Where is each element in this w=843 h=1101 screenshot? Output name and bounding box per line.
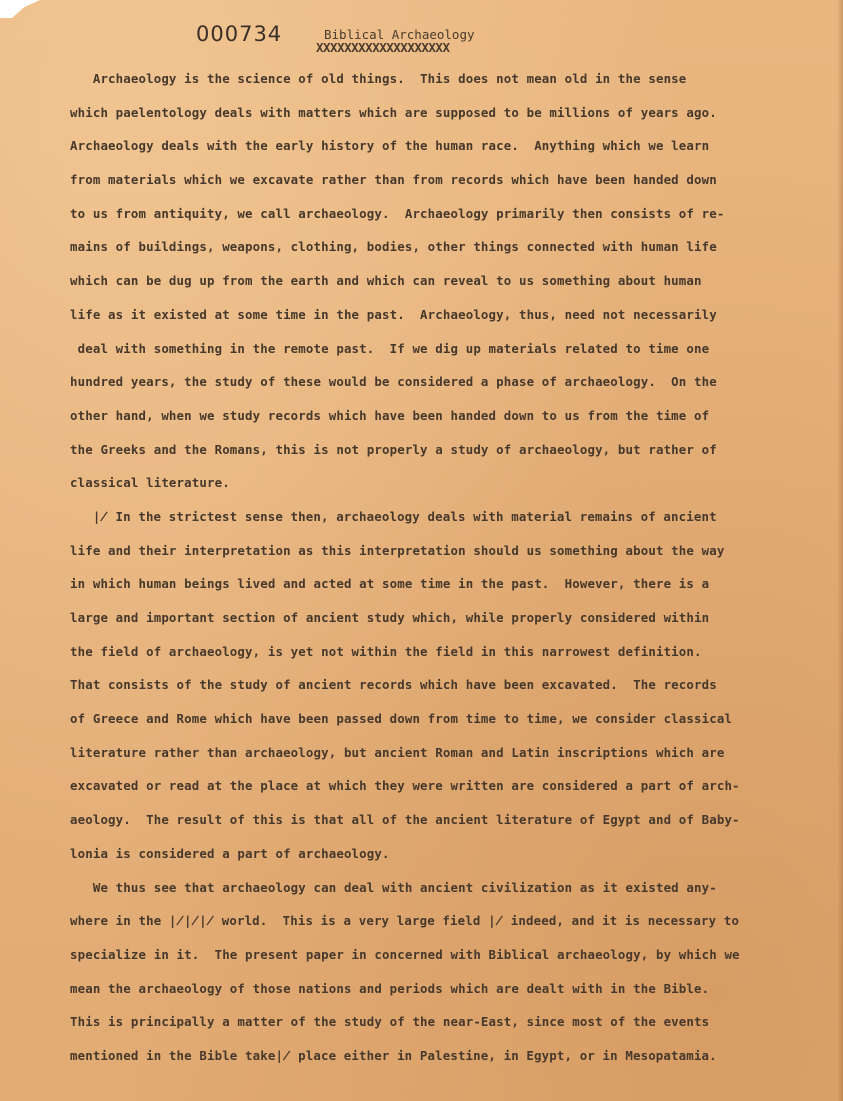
text-line: life as it existed at some time in the past. Archaeology, thus, need not necessarily bbox=[70, 306, 717, 322]
text-line: deal with something in the remote past. If we dig up materials related to time one bbox=[70, 340, 710, 356]
text-line: Archaeology deals with the early history of the human race. Anything which we learn bbox=[70, 138, 710, 154]
struck-out-text: XXXXXXXXXXXXXXXXXXX bbox=[316, 40, 450, 55]
text-line: ∤ In the strictest sense then, archaeology deals with material remains of ancient bbox=[70, 508, 717, 524]
paragraph-3 bbox=[70, 871, 810, 1073]
text-line: specialize in it. The present paper in concerned with Biblical archaeology, by which we bbox=[70, 946, 740, 962]
text-line: which can be dug up from the earth and which can reveal to us something about human bbox=[70, 273, 702, 289]
text-line: of Greece and Rome which have been passed down from time to time, we consider classical bbox=[70, 711, 733, 727]
paragraph-1 bbox=[70, 62, 810, 500]
text-line: from materials which we excavate rather than from records which have been handed down bbox=[70, 172, 717, 188]
torn-corner bbox=[0, 0, 40, 18]
text-line: in which human beings lived and acted at some time in the past. However, there is a bbox=[70, 576, 710, 592]
text-line: literature rather than archaeology, but ancient Roman and Latin inscriptions which are bbox=[70, 744, 725, 760]
text-line: That consists of the study of ancient records which have been excavated. The records bbox=[70, 677, 717, 693]
text-line: classical literature. bbox=[70, 475, 230, 491]
text-line: mentioned in the Bible take∤ place either in Palestine, in Egypt, or in Mesopatamia. bbox=[70, 1047, 717, 1063]
text-line: aeology. The result of this is that all of the ancient literature of Egypt and of Baby- bbox=[70, 812, 740, 828]
text-line: We thus see that archaeology can deal with ancient civilization as it existed any- bbox=[70, 879, 717, 895]
text-line: life and their interpretation as this interpretation should us something about the way bbox=[70, 542, 725, 558]
text-line: This is principally a matter of the study of the near-East, since most of the events bbox=[70, 1014, 710, 1030]
text-line: other hand, when we study records which have been handed down to us from the time of bbox=[70, 407, 710, 423]
text-line: mean the archaeology of those nations and periods which are dealt with in the Bible. bbox=[70, 980, 710, 996]
text-line: hundred years, the study of these would be considered a phase of archaeology. On the bbox=[70, 374, 717, 390]
text-line: lonia is considered a part of archaeology. bbox=[70, 845, 390, 861]
text-line: mains of buildings, weapons, clothing, bodies, other things connected with human life bbox=[70, 239, 717, 255]
text-line: large and important section of ancient study which, while properly considered within bbox=[70, 610, 710, 625]
page-edge bbox=[837, 0, 843, 1101]
text-line: Archaeology is the science of old things. This does not mean old in the sense bbox=[70, 71, 687, 86]
document-number: 000734 bbox=[196, 22, 283, 46]
text-line: excavated or read at the place at which they were written are considered a part of arch- bbox=[70, 778, 740, 794]
document-body bbox=[70, 62, 810, 1073]
text-line: the field of archaeology, is yet not within the field in this narrowest definition. bbox=[70, 643, 702, 659]
text-line: which paelentology deals with matters which are supposed to be millions of years ago. bbox=[70, 104, 717, 120]
document-title: Biblical Archaeology bbox=[324, 27, 475, 42]
text-line: the Greeks and the Romans, this is not properly a study of archaeology, but rather of bbox=[70, 441, 717, 457]
paragraph-2 bbox=[70, 500, 810, 871]
text-line: where in the ∤∤∤ world. This is a very large field ∤ indeed, and it is necessary to bbox=[70, 913, 740, 929]
text-line: to us from antiquity, we call archaeology. Archaeology primarily then consists of re- bbox=[70, 205, 725, 221]
